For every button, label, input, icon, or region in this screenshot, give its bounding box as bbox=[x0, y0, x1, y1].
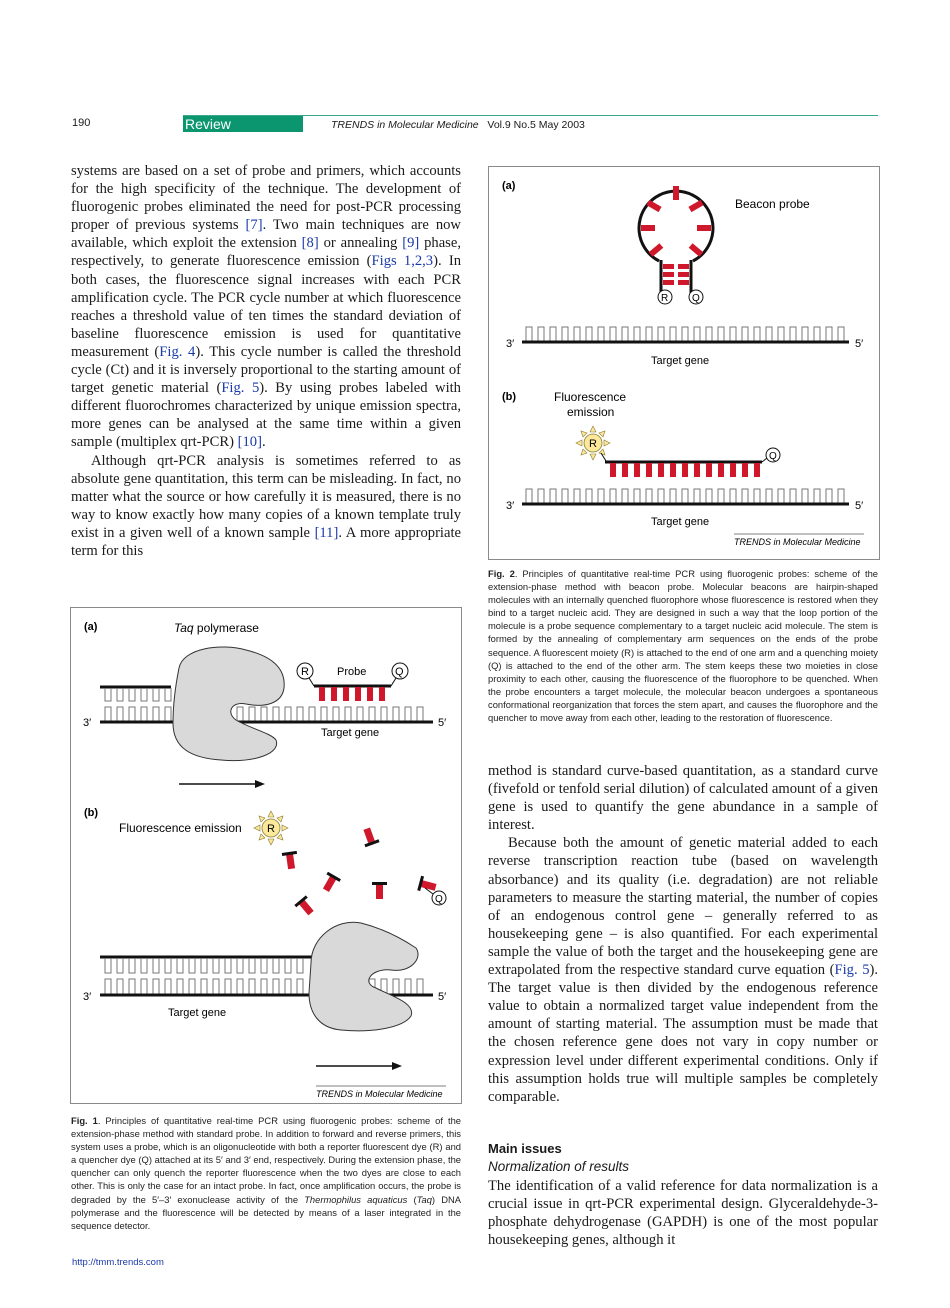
five-prime-label: 5′ bbox=[855, 338, 864, 350]
paragraph bbox=[71, 452, 461, 561]
fluorescent-reporter-icon bbox=[254, 811, 288, 845]
caption-italic: Taq bbox=[416, 1193, 432, 1205]
probe-label: Probe bbox=[337, 666, 367, 678]
panel-a-label: (a) bbox=[84, 621, 98, 633]
reference-link[interactable]: [7] bbox=[245, 217, 263, 234]
paragraph: The identification of a valid reference for data normalization is a crucial issue in qrt-PCR experimental design. Glyceraldehyde-3-phosphate dehydrogenase (GAPDH) is one of the most popular housekeeping genes, although it bbox=[488, 1178, 878, 1249]
caption-text: ) DNA polymerase and the fluorescence will be detected by means of a laser integrated in the sequence detector. bbox=[71, 1193, 461, 1231]
journal-url-link[interactable]: http://tmm.trends.com bbox=[72, 1257, 164, 1268]
reference-link[interactable]: [11] bbox=[314, 524, 339, 541]
base-pairs-bottom bbox=[105, 707, 423, 721]
target-gene-label: Target gene bbox=[321, 727, 380, 739]
bound-probe-bases bbox=[610, 463, 760, 477]
quencher-label: Q bbox=[692, 293, 700, 304]
text-run: . Two main techniques are now available, which exploit the extension bbox=[71, 217, 461, 252]
subsection-heading: Normalization of results bbox=[488, 1159, 630, 1174]
target-bases bbox=[526, 327, 844, 341]
figure-credit: TRENDS in Molecular Medicine bbox=[734, 537, 861, 547]
five-prime-label: 5′ bbox=[438, 991, 447, 1003]
reporter-label: R bbox=[301, 666, 309, 678]
journal-info bbox=[331, 119, 585, 131]
text-run: . bbox=[261, 434, 266, 451]
figure-2-caption bbox=[488, 567, 878, 724]
three-prime-label: 3′ bbox=[506, 338, 515, 350]
figure-link[interactable]: Fig. 5 bbox=[834, 962, 870, 979]
figure-label: Fig. 2 bbox=[488, 568, 515, 579]
right-column-text bbox=[488, 762, 878, 1106]
svg-text:R: R bbox=[589, 438, 597, 450]
paragraph bbox=[71, 162, 461, 452]
section-heading: Main issues bbox=[488, 1141, 562, 1156]
figure-link[interactable]: Figs 1,2,3 bbox=[371, 253, 434, 270]
caption-text: . Principles of quantitative real-time PCR using fluorogenic probes: scheme of the extension-phase method with beacon probe. Molecular beacons are hairpin-shaped molecules with an internally quenched fluorophore whose fluorescence is restored when they bind to a target nucleic acid. They are designed in such a way that the loop portion of the molecule is a probe sequence complementary to a target nucleic acid molecule. The stem is formed by the annealing of complementary arm sequences on the ends of the probe sequence. A fluorescent moiety (R) is attached to the end of one arm and a quenching moiety (Q) is attached to the end of the other arm. The stem keeps these two moieties in close proximity to each other, causing the fluorescence of the fluorophore to be quenched. When the probe encounters a target molecule, the molecular beacon undergoes a spontaneous conformational reorganization that forces the stem apart, and causes the fluorophore and the quencher to move away from each other, leading to the restoration of fluorescence. bbox=[488, 568, 879, 724]
target-gene-label: Target gene bbox=[651, 516, 710, 528]
quencher-label: Q bbox=[769, 451, 777, 462]
taq-polymerase-shape bbox=[173, 647, 284, 761]
text-run: systems are based on a set of probe and primers, which accounts for the high specificity of the technique. The development of fluorogenic probes eliminated the need for post-PCR processing proper of previous systems bbox=[71, 163, 461, 234]
five-prime-label: 5′ bbox=[855, 500, 864, 512]
emission-label: emission bbox=[567, 405, 615, 419]
reference-link[interactable]: [8] bbox=[301, 235, 319, 252]
three-prime-label: 3′ bbox=[83, 991, 92, 1003]
figure-link[interactable]: Fig. 4 bbox=[159, 343, 196, 360]
reference-link[interactable]: [9] bbox=[402, 235, 420, 252]
figure-2 bbox=[488, 166, 880, 560]
figure-link[interactable]: Fig. 5 bbox=[221, 380, 260, 397]
beacon-probe-label: Beacon probe bbox=[735, 197, 810, 211]
reference-link[interactable]: [10] bbox=[237, 434, 262, 451]
svg-text:R: R bbox=[267, 823, 275, 835]
reporter-label: R bbox=[661, 293, 669, 304]
quencher-label: Q bbox=[395, 666, 404, 678]
text-run: ). By using probes labeled with different fluorochromes characterized by unique emission spectra, more genes can be analysed at the same time within a given sample (multiplex qrt-PCR) bbox=[71, 380, 461, 451]
panel-a-label: (a) bbox=[502, 180, 516, 192]
section-label: Review bbox=[183, 116, 303, 132]
left-column-text bbox=[71, 162, 461, 560]
figure-label: Fig. 1 bbox=[71, 1115, 98, 1126]
caption-italic: Thermophilus aquaticus bbox=[304, 1193, 408, 1205]
probe-bases bbox=[319, 687, 385, 701]
caption-text: . Principles of quantitative real-time PCR using fluorogenic probes: scheme of the extension-phase method with standard probe. In addition to forward and reverse primers, this system uses a probe, which is an oligonucleotide with both a reporter fluorescent dye (R) and a quencher dye (Q) attached at its 5′ and 3′ end, respectively. During the extension phase, the quencher can only quench the reporter fluorescence when the two dyes are close to each other. This is only the case for an intact probe. In fact, once amplification occurs, the probe is degraded by the 5′–3′ exonuclease activity of the bbox=[71, 1115, 462, 1205]
figure-credit: TRENDS in Molecular Medicine bbox=[316, 1089, 443, 1099]
text-run: phase, respectively, to generate fluorescence emission ( bbox=[71, 235, 461, 270]
base-pairs-top-left bbox=[105, 688, 171, 701]
page-number: 190 bbox=[72, 117, 91, 129]
panel-b-label: (b) bbox=[502, 391, 517, 403]
base-pairs-top bbox=[105, 958, 303, 973]
volume-info: Vol.9 No.5 May 2003 bbox=[487, 119, 585, 131]
target-bases bbox=[526, 489, 844, 503]
target-gene-label: Target gene bbox=[651, 355, 710, 367]
text-run: ). In both cases, the fluorescence signal increases with each PCR amplification cycle. The PCR cycle number at which fluorescence reaches a threshold value of ten times the standard deviation of baseline fluorescence emission is used for quantitative measurement ( bbox=[71, 253, 461, 360]
fluorescent-reporter-icon bbox=[576, 426, 610, 460]
text-run: Although qrt-PCR analysis is sometimes referred to as absolute gene quantitation, this term can be misleading. In fact, no matter what the source or how carefully it is measured, there is no way to know exactly how many copies of a known template truly exist in a given well of a known sample bbox=[71, 452, 461, 541]
beacon-probe-icon bbox=[639, 186, 713, 304]
five-prime-label: 5′ bbox=[438, 717, 447, 729]
caption-text: ( bbox=[407, 1193, 417, 1205]
fluorescence-emission-label: Fluorescence emission bbox=[119, 821, 242, 835]
fluorescence-label: Fluorescence bbox=[554, 390, 627, 404]
journal-name: TRENDS in Molecular Medicine bbox=[331, 119, 479, 131]
text-run: Because both the amount of genetic material added to each reverse transcription reaction tube (based on wavelength absorbance) and its quality (i.e. degradation) are not reliable parameters to measure the starting material, the number of copies of an endogenous control gene – generally referred to as housekeeping gene – is also quantified. For each experimental sample the value of both the target and the housekeeping gene are extrapolated from the respective standard curve equation ( bbox=[488, 835, 878, 979]
quencher-label: Q bbox=[435, 894, 443, 905]
figure-2-diagram bbox=[489, 167, 879, 559]
panel-b-label: (b) bbox=[84, 807, 99, 819]
text-run: ). The target value is then divided by the endogenous reference value to obtain a normalized target value independent from the amount of starting material. The assumption must be made that the chosen reference gene does not vary in copy number or expression level under different experimental conditions. Only if this assumption holds true will multiple samples be completely comparable. bbox=[488, 962, 879, 1105]
taq-polymerase-shape bbox=[309, 922, 418, 1031]
paragraph bbox=[488, 834, 878, 1105]
cleaved-probe-fragments bbox=[282, 826, 438, 918]
text-run: . A more appropriate term for this bbox=[71, 524, 461, 559]
right-column-text-2 bbox=[488, 1177, 878, 1249]
text-run: ). This cycle number is called the threshold cycle (Ct) and it is inversely proportional to the starting amount of target genetic material ( bbox=[71, 343, 462, 397]
figure-1 bbox=[70, 607, 462, 1104]
figure-1-diagram bbox=[71, 608, 461, 1103]
text-run: or annealing bbox=[318, 235, 403, 252]
three-prime-label: 3′ bbox=[506, 500, 515, 512]
taq-polymerase-label: Taq polymerase bbox=[174, 621, 259, 635]
figure-1-caption bbox=[71, 1114, 461, 1232]
paragraph: method is standard curve-based quantitation, as a standard curve (fivefold or tenfold serial dilution) of calculated amount of a given gene is used to quantify the gene abundance in a sample of interest. bbox=[488, 763, 878, 834]
target-gene-label: Target gene bbox=[168, 1007, 227, 1019]
three-prime-label: 3′ bbox=[83, 717, 92, 729]
